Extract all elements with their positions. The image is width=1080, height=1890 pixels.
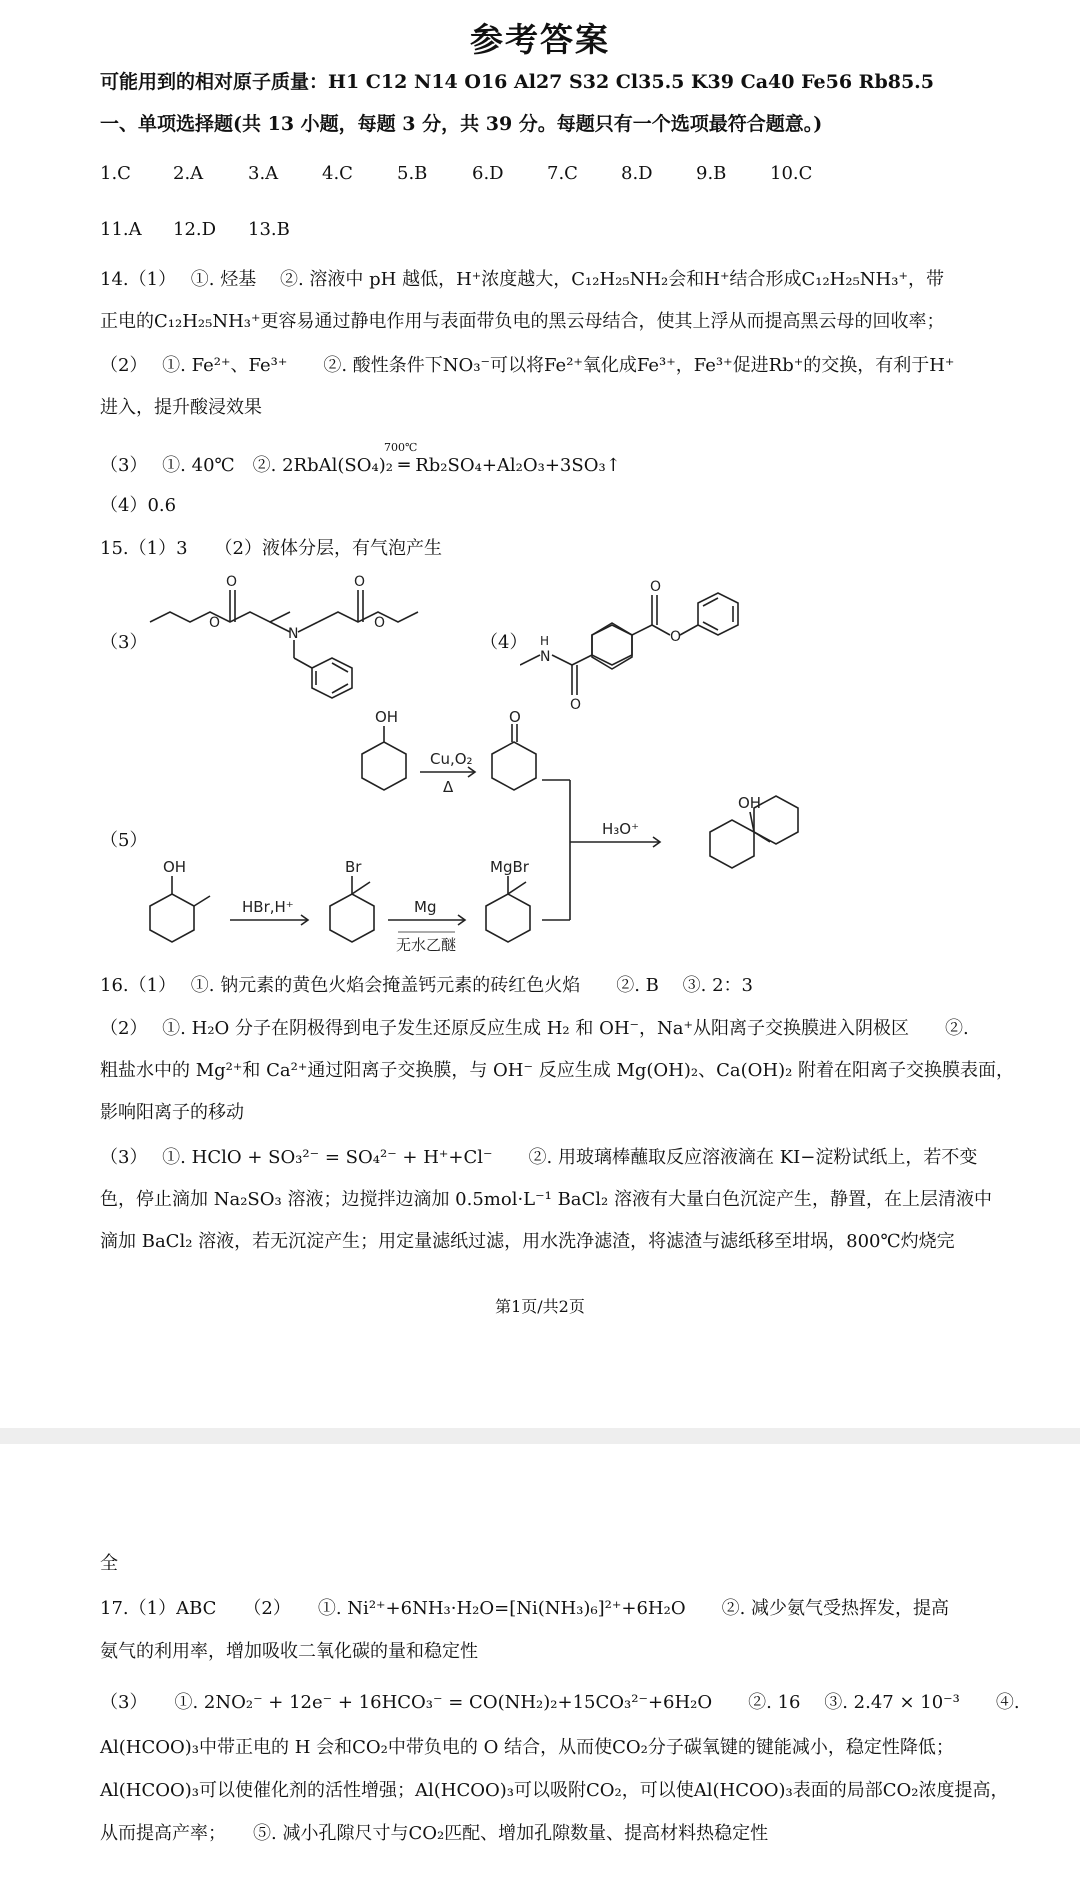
atom-o: O (509, 710, 521, 726)
q17-line-1: 17.（1）ABC （2） ①. Ni²⁺+6NH₃·H₂O=[Ni(NH₃)₆]²⁺+6H₂O ②. 减少氨气受热挥发，提高 (100, 1598, 950, 1619)
atom-h: H (540, 634, 550, 648)
q16-line-4: 影响阳离子的移动 (100, 1102, 244, 1123)
mc-answer: 13.B (248, 219, 290, 240)
mc-answer: 10.C (770, 163, 813, 184)
mc-answer: 1.C (100, 163, 131, 184)
atom-o: O (670, 629, 682, 645)
mc-answer: 8.D (621, 163, 653, 184)
section-1-header: 一、单项选择题(共 13 小题，每题 3 分，共 39 分。每题只有一个选项最符合题意。) (100, 113, 823, 135)
page-title: 参考答案 (470, 20, 610, 59)
mc-answer: 5.B (397, 163, 428, 184)
mc-answer: 4.C (322, 163, 353, 184)
atom-oh: OH (738, 794, 762, 812)
heat-symbol: Δ (443, 778, 454, 796)
atom-n: N (540, 649, 551, 665)
q14-line-6: （4）0.6 (100, 495, 177, 516)
q14-line-2: 正电的C₁₂H₂₅NH₃⁺更容易通过静电作用与表面带负电的黑云母结合，使其上浮从而提高黑云母的回收率； (100, 311, 945, 332)
mc-answer: 7.C (547, 163, 578, 184)
q17-line-3: （3） ①. 2NO₂⁻ + 12e⁻ + 16HCO₃⁻ = CO(NH₂)₂+15CO₃²⁻+6H₂O ②. 16 ③. 2.47 × 10⁻³ ④. (100, 1692, 1020, 1713)
reagent-h3o: H₃O⁺ (602, 820, 640, 838)
reagent-mg: Mg (414, 898, 437, 916)
q17-line-5: Al(HCOO)₃可以使催化剂的活性增强；Al(HCOO)₃可以吸附CO₂，可以使Al(HCOO)₃表面的局部CO₂浓度提高， (100, 1780, 1009, 1801)
q15-label-5: （5） (100, 830, 148, 851)
q16-line-3: 粗盐水中的 Mg²⁺和 Ca²⁺通过阳离子交换膜，与 OH⁻ 反应生成 Mg(OH)₂、Ca(OH)₂ 附着在阳离子交换膜表面， (100, 1060, 1015, 1081)
structure-q15-3 (140, 570, 450, 700)
page-footer: 第1页/共2页 (495, 1297, 585, 1316)
atom-n: N (288, 626, 299, 642)
atom-mgbr: MgBr (490, 858, 529, 876)
solvent-label: 无水乙醚 (396, 936, 457, 954)
reagent-hbr: HBr,H⁺ (242, 898, 294, 916)
structure-q15-4 (520, 575, 770, 715)
q15-label-3: （3） (100, 632, 148, 653)
q14-line-5: （3） ①. 40℃ ②. 2RbAl(SO₄)₂ ═ Rb₂SO₄+Al₂O₃+3SO₃↑ (100, 455, 621, 476)
atomic-masses-line: 可能用到的相对原子质量：H1 C12 N14 O16 Al27 S32 Cl35.5 K39 Ca40 Fe56 Rb85.5 (100, 71, 935, 93)
atom-o: O (209, 615, 221, 631)
atom-o: O (354, 574, 366, 590)
mc-answer: 2.A (173, 163, 204, 184)
mc-answer: 6.D (472, 163, 504, 184)
page-separator (0, 1428, 1080, 1444)
atom-br: Br (345, 858, 362, 876)
q14-line-3: （2） ①. Fe²⁺、Fe³⁺ ②. 酸性条件下NO₃⁻可以将Fe²⁺氧化成Fe³⁺，Fe³⁺促进Rb⁺的交换，有利于H⁺ (100, 355, 955, 376)
atom-o: O (570, 697, 582, 713)
q17-line-6: 从而提高产率； ⑤. 减小孔隙尺寸与CO₂匹配、增加孔隙数量、提高材料热稳定性 (100, 1823, 769, 1844)
atom-o: O (374, 615, 386, 631)
q16-line-5: （3） ①. HClO + SO₃²⁻ = SO₄²⁻ + H⁺+Cl⁻ ②. 用玻璃棒蘸取反应溶液滴在 KI−淀粉试纸上，若不变 (100, 1147, 978, 1168)
atom-o: O (650, 579, 662, 595)
mc-answer: 12.D (173, 219, 217, 240)
synthesis-scheme-q15-5 (130, 710, 830, 960)
q16-line-6: 色，停止滴加 Na₂SO₃ 溶液；边搅拌边滴加 0.5mol·L⁻¹ BaCl₂ 溶液有大量白色沉淀产生，静置，在上层清液中 (100, 1189, 992, 1210)
atom-oh: OH (163, 858, 187, 876)
q14-line-4: 进入，提升酸浸效果 (100, 397, 262, 418)
q15-line-1: 15.（1）3 （2）液体分层，有气泡产生 (100, 538, 442, 559)
q17-line-2: 氨气的利用率，增加吸收二氧化碳的量和稳定性 (100, 1641, 478, 1662)
q14-line-1: 14.（1） ①. 烃基 ②. 溶液中 pH 越低，H⁺浓度越大，C₁₂H₂₅NH₂会和H⁺结合形成C₁₂H₂₅NH₃⁺，带 (100, 269, 944, 290)
reagent-oxidation: Cu,O₂ (430, 750, 473, 768)
q17-line-4: Al(HCOO)₃中带正电的 H 会和CO₂中带负电的 O 结合，从而使CO₂分子碳氧键的键能减小，稳定性降低； (100, 1737, 954, 1758)
mc-answer: 9.B (696, 163, 727, 184)
answer-page-2 (0, 1444, 1080, 1890)
q16-line-1: 16.（1） ①. 钠元素的黄色火焰会掩盖钙元素的砖红色火焰 ②. B ③. 2：3 (100, 975, 753, 996)
q15-label-4: （4） (480, 632, 528, 653)
mc-answer: 3.A (248, 163, 279, 184)
atom-o: O (226, 574, 238, 590)
reaction-condition: 700℃ (384, 441, 418, 454)
q16-line-2: （2） ①. H₂O 分子在阴极得到电子发生还原反应生成 H₂ 和 OH⁻，Na⁺从阳离子交换膜进入阴极区 ②. (100, 1018, 969, 1039)
q16-line-7: 滴加 BaCl₂ 溶液，若无沉淀产生；用定量滤纸过滤，用水洗净滤渣，将滤渣与滤纸移至坩埚，800℃灼烧完 (100, 1231, 955, 1252)
mc-answer: 11.A (100, 219, 142, 240)
p2-line-1: 全 (100, 1553, 118, 1574)
atom-oh: OH (375, 710, 399, 726)
